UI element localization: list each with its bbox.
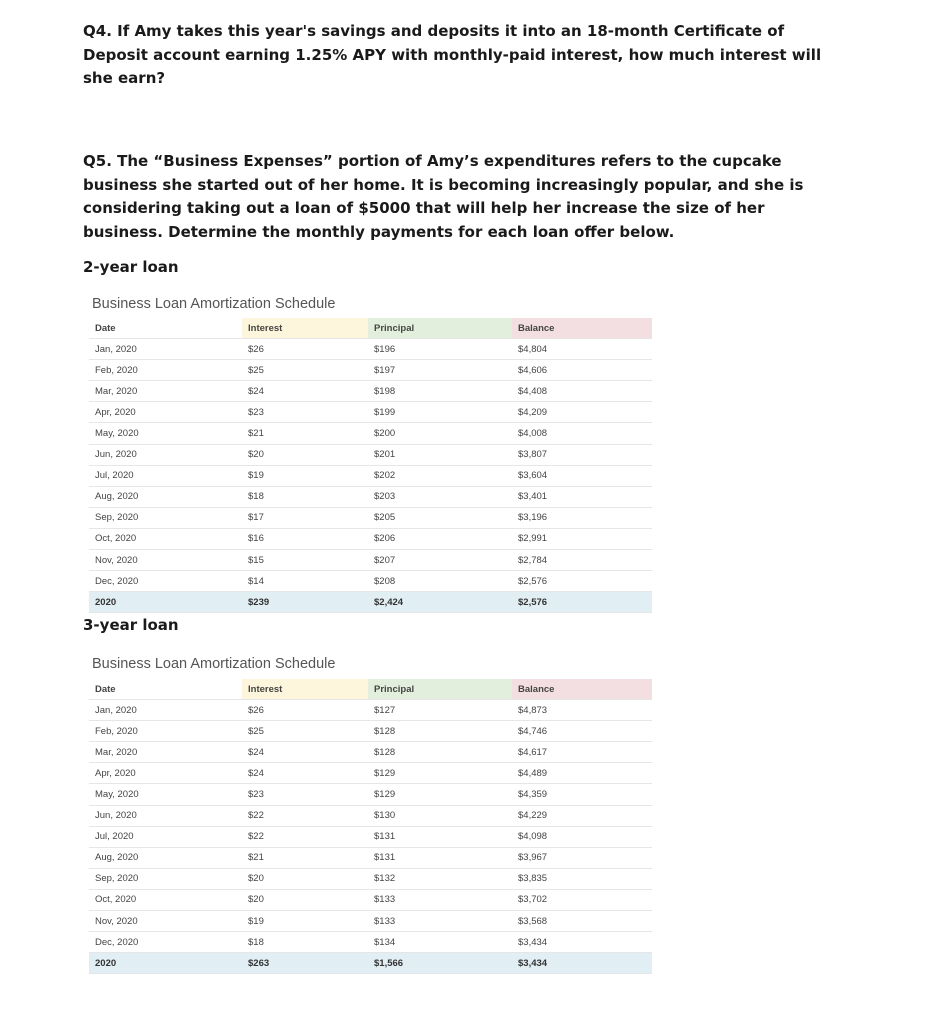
table-row	[89, 847, 652, 868]
table-row	[89, 700, 652, 721]
cell-date: Jul, 2020	[89, 465, 242, 486]
cell-principal: $198	[368, 381, 512, 402]
total-cell-balance: $3,434	[512, 953, 652, 974]
cell-interest: $24	[242, 381, 368, 402]
cell-balance: $2,576	[512, 571, 652, 592]
header-date: Date	[89, 679, 242, 700]
table-row	[89, 507, 652, 528]
cell-interest: $24	[242, 742, 368, 763]
table-row	[89, 423, 652, 444]
table-header-row	[89, 679, 652, 700]
cell-interest: $19	[242, 465, 368, 486]
loan-2-amortization-table	[89, 318, 652, 613]
cell-principal: $203	[368, 486, 512, 507]
loan-3-year-heading: 3-year loan	[83, 616, 179, 634]
cell-interest: $23	[242, 784, 368, 805]
cell-principal: $130	[368, 805, 512, 826]
table-row	[89, 339, 652, 360]
cell-principal: $207	[368, 550, 512, 571]
cell-date: Sep, 2020	[89, 507, 242, 528]
cell-date: May, 2020	[89, 784, 242, 805]
cell-date: Feb, 2020	[89, 721, 242, 742]
cell-principal: $208	[368, 571, 512, 592]
cell-balance: $3,568	[512, 911, 652, 932]
cell-balance: $4,098	[512, 826, 652, 847]
table-row	[89, 360, 652, 381]
cell-principal: $127	[368, 700, 512, 721]
cell-principal: $202	[368, 465, 512, 486]
cell-date: Jan, 2020	[89, 700, 242, 721]
loan-2-year-heading: 2-year loan	[83, 258, 179, 276]
cell-interest: $18	[242, 486, 368, 507]
table-row	[89, 721, 652, 742]
cell-principal: $129	[368, 784, 512, 805]
cell-interest: $23	[242, 402, 368, 423]
table-row	[89, 528, 652, 549]
cell-date: Apr, 2020	[89, 402, 242, 423]
cell-interest: $25	[242, 721, 368, 742]
cell-interest: $22	[242, 805, 368, 826]
cell-balance: $3,196	[512, 507, 652, 528]
cell-interest: $16	[242, 528, 368, 549]
cell-principal: $200	[368, 423, 512, 444]
cell-balance: $3,604	[512, 465, 652, 486]
cell-interest: $17	[242, 507, 368, 528]
cell-interest: $15	[242, 550, 368, 571]
table-row	[89, 550, 652, 571]
cell-principal: $133	[368, 911, 512, 932]
cell-principal: $132	[368, 868, 512, 889]
cell-interest: $20	[242, 868, 368, 889]
cell-balance: $4,408	[512, 381, 652, 402]
total-cell-principal: $2,424	[368, 592, 512, 613]
cell-interest: $22	[242, 826, 368, 847]
table-row	[89, 486, 652, 507]
cell-principal: $197	[368, 360, 512, 381]
table-row	[89, 571, 652, 592]
cell-interest: $20	[242, 444, 368, 465]
cell-date: Sep, 2020	[89, 868, 242, 889]
cell-date: Nov, 2020	[89, 911, 242, 932]
cell-date: Jan, 2020	[89, 339, 242, 360]
cell-date: Mar, 2020	[89, 381, 242, 402]
total-cell-date: 2020	[89, 592, 242, 613]
cell-date: Oct, 2020	[89, 889, 242, 910]
header-date: Date	[89, 318, 242, 339]
table-row	[89, 784, 652, 805]
total-cell-principal: $1,566	[368, 953, 512, 974]
loan-2-schedule-title: Business Loan Amortization Schedule	[92, 296, 336, 312]
table-row	[89, 742, 652, 763]
cell-principal: $128	[368, 721, 512, 742]
cell-balance: $3,807	[512, 444, 652, 465]
cell-principal: $199	[368, 402, 512, 423]
cell-balance: $3,702	[512, 889, 652, 910]
cell-principal: $206	[368, 528, 512, 549]
cell-balance: $3,434	[512, 932, 652, 953]
cell-interest: $18	[242, 932, 368, 953]
table-row	[89, 763, 652, 784]
loan-3-amortization-table	[89, 679, 652, 974]
cell-interest: $21	[242, 847, 368, 868]
table-row	[89, 465, 652, 486]
cell-date: Aug, 2020	[89, 847, 242, 868]
table-row	[89, 444, 652, 465]
cell-balance: $4,359	[512, 784, 652, 805]
cell-principal: $196	[368, 339, 512, 360]
cell-balance: $2,784	[512, 550, 652, 571]
cell-date: May, 2020	[89, 423, 242, 444]
cell-balance: $4,606	[512, 360, 652, 381]
total-cell-interest: $239	[242, 592, 368, 613]
cell-balance: $3,835	[512, 868, 652, 889]
total-cell-balance: $2,576	[512, 592, 652, 613]
cell-date: Apr, 2020	[89, 763, 242, 784]
table-row	[89, 911, 652, 932]
cell-date: Aug, 2020	[89, 486, 242, 507]
cell-balance: $4,209	[512, 402, 652, 423]
cell-balance: $4,804	[512, 339, 652, 360]
cell-principal: $205	[368, 507, 512, 528]
cell-balance: $4,008	[512, 423, 652, 444]
table-row	[89, 932, 652, 953]
table-row	[89, 805, 652, 826]
cell-date: Nov, 2020	[89, 550, 242, 571]
cell-balance: $3,967	[512, 847, 652, 868]
cell-date: Mar, 2020	[89, 742, 242, 763]
cell-date: Feb, 2020	[89, 360, 242, 381]
cell-balance: $4,229	[512, 805, 652, 826]
cell-date: Jun, 2020	[89, 444, 242, 465]
cell-date: Jul, 2020	[89, 826, 242, 847]
cell-principal: $131	[368, 826, 512, 847]
question-4: Q4. If Amy takes this year's savings and deposits it into an 18-month Certificate of Deposit account earning 1.25% APY with monthly-paid interest, how much interest will she earn?	[83, 22, 822, 87]
cell-balance: $4,489	[512, 763, 652, 784]
table-total-row	[89, 592, 652, 613]
table-row	[89, 868, 652, 889]
cell-balance: $3,401	[512, 486, 652, 507]
cell-principal: $131	[368, 847, 512, 868]
cell-interest: $26	[242, 339, 368, 360]
cell-date: Oct, 2020	[89, 528, 242, 549]
cell-interest: $24	[242, 763, 368, 784]
cell-balance: $4,873	[512, 700, 652, 721]
cell-date: Dec, 2020	[89, 571, 242, 592]
table-header-row	[89, 318, 652, 339]
header-interest: Interest	[242, 318, 368, 339]
header-balance: Balance	[512, 318, 652, 339]
cell-interest: $21	[242, 423, 368, 444]
question-5: Q5. The “Business Expenses” portion of Amy’s expenditures refers to the cupcake business she started out of her home. It is becoming increasingly popular, and she is considering taking out a loan of $5000 that will help her increase the size of her business. Determine the monthly payments for each loan offer below.	[83, 152, 804, 241]
loan-3-schedule-title: Business Loan Amortization Schedule	[92, 656, 336, 672]
header-principal: Principal	[368, 318, 512, 339]
cell-principal: $129	[368, 763, 512, 784]
table-row	[89, 889, 652, 910]
cell-interest: $20	[242, 889, 368, 910]
table-row	[89, 826, 652, 847]
cell-balance: $4,617	[512, 742, 652, 763]
cell-balance: $2,991	[512, 528, 652, 549]
cell-interest: $19	[242, 911, 368, 932]
table-row	[89, 402, 652, 423]
header-interest: Interest	[242, 679, 368, 700]
header-balance: Balance	[512, 679, 652, 700]
cell-principal: $133	[368, 889, 512, 910]
cell-date: Jun, 2020	[89, 805, 242, 826]
cell-interest: $14	[242, 571, 368, 592]
cell-principal: $128	[368, 742, 512, 763]
cell-balance: $4,746	[512, 721, 652, 742]
table-total-row	[89, 953, 652, 974]
cell-principal: $134	[368, 932, 512, 953]
cell-interest: $26	[242, 700, 368, 721]
cell-date: Dec, 2020	[89, 932, 242, 953]
total-cell-date: 2020	[89, 953, 242, 974]
header-principal: Principal	[368, 679, 512, 700]
cell-principal: $201	[368, 444, 512, 465]
table-row	[89, 381, 652, 402]
cell-interest: $25	[242, 360, 368, 381]
total-cell-interest: $263	[242, 953, 368, 974]
